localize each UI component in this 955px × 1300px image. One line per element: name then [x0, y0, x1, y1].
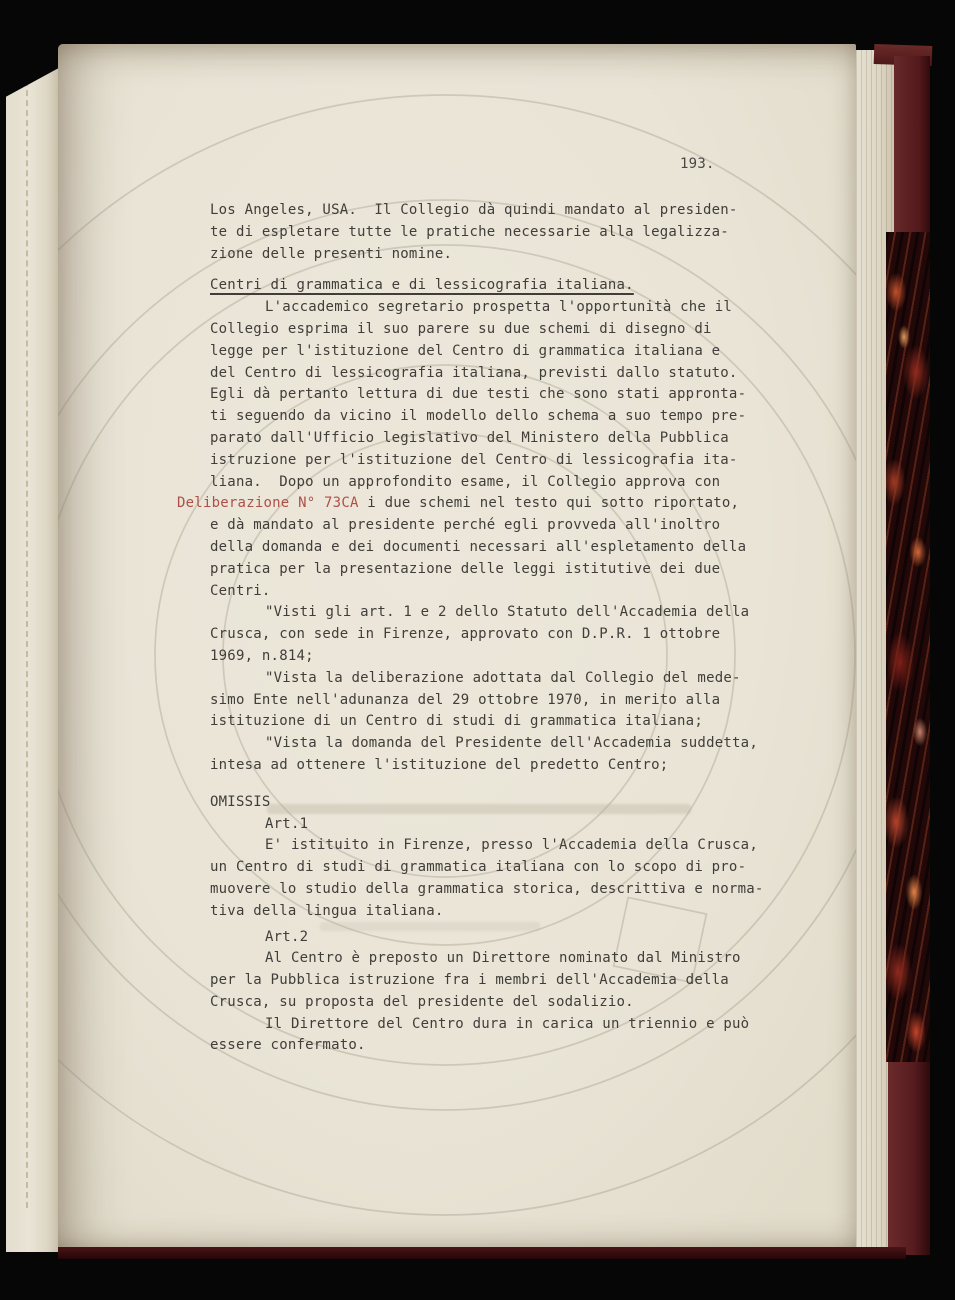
- text-line: [177, 493, 810, 515]
- text-line: essere confermato.: [210, 1037, 366, 1054]
- text-line: simo Ente nell'adunanza del 29 ottobre 1970, in merito alla: [210, 691, 721, 708]
- text-line: e dà mandato al presidente perché egli provveda all'inoltro: [210, 517, 721, 534]
- text-line: te di espletare tutte le pratiche necessarie alla legalizza-: [210, 223, 729, 240]
- text-line: istruzione per l'istituzione del Centro di lessicografia ita-: [210, 451, 738, 468]
- section-art1: [210, 814, 810, 923]
- text-line: Crusca, su proposta del presidente del sodalizio.: [210, 993, 634, 1010]
- text-line: "Visti gli art. 1 e 2 dello Statuto dell'Accademia della: [265, 604, 750, 621]
- text-line: della domanda e dei documenti necessari all'espletamento della: [210, 538, 747, 555]
- text-line: istituzione di un Centro di studi di grammatica italiana;: [210, 713, 703, 730]
- text-line: OMISSIS: [210, 793, 271, 810]
- text-line: Collegio esprima il suo parere su due schemi di disegno di: [210, 320, 712, 337]
- section-art2: [210, 927, 810, 1058]
- text-line: parato dall'Ufficio legislativo del Ministero della Pubblica: [210, 429, 729, 446]
- text-line: intesa ad ottenere l'istituzione del predetto Centro;: [210, 756, 669, 773]
- text-line: ti seguendo da vicino il modello dello schema a suo tempo pre-: [210, 408, 747, 425]
- cover-spine-strip-top: [894, 56, 930, 232]
- book-page: [58, 44, 856, 1247]
- text-line: Centri di grammatica e di lessicografia italiana.: [210, 277, 634, 294]
- cover-spine-strip-bottom: [888, 1062, 930, 1255]
- text-line: legge per l'istituzione del Centro di grammatica italiana e: [210, 342, 721, 359]
- facing-page-edge: [6, 30, 58, 1252]
- text-line: Art.1: [265, 815, 309, 832]
- page-number: 193.: [680, 156, 715, 172]
- text-line: L'accademico segretario prospetta l'opportunità che il: [265, 299, 733, 316]
- text-line: Centri.: [210, 582, 271, 599]
- section-omissis: [210, 792, 810, 814]
- section-heading: [210, 275, 810, 297]
- text-line: E' istituito in Firenze, presso l'Accademia della Crusca,: [265, 837, 758, 854]
- text-line: Crusca, con sede in Firenze, approvato con D.P.R. 1 ottobre: [210, 626, 721, 643]
- text-line: Art.2: [265, 928, 309, 945]
- section-para2: [177, 297, 810, 602]
- deliberation-number: Deliberazione N° 73CA: [177, 495, 359, 512]
- text-line: un Centro di studi di grammatica italiana con lo scopo di pro-: [210, 859, 747, 876]
- text-line: Al Centro è preposto un Direttore nominato dal Ministro: [265, 950, 741, 967]
- marbled-endpaper: [886, 232, 930, 1062]
- text-line: per la Pubblica istruzione fra i membri dell'Accademia della: [210, 972, 729, 989]
- section-para1: [210, 200, 810, 265]
- text-line: Il Direttore del Centro dura in carica un triennio e può: [265, 1015, 750, 1032]
- section-quote: [210, 602, 810, 776]
- text-line: Egli dà pertanto lettura di due testi che sono stati appronta-: [210, 386, 747, 403]
- text-line: "Vista la domanda del Presidente dell'Accademia suddetta,: [265, 735, 758, 752]
- text-line: tiva della lingua italiana.: [210, 902, 444, 919]
- text-line: zione delle presenti nomine.: [210, 245, 453, 262]
- text-line: muovere lo studio della grammatica storica, descrittiva e norma-: [210, 880, 764, 897]
- text-line: del Centro di lessicografia italiana, previsti dallo statuto.: [210, 364, 738, 381]
- text-run: i due schemi nel testo qui sotto riportato,: [358, 495, 740, 512]
- cover-bottom-edge: [58, 1247, 906, 1259]
- typewritten-text: [177, 200, 810, 1057]
- text-line: pratica per la presentazione delle leggi istitutive dei due: [210, 560, 721, 577]
- text-line: Los Angeles, USA. Il Collegio dà quindi mandato al presiden-: [210, 202, 738, 218]
- text-line: liana. Dopo un approfondito esame, il Collegio approva con: [210, 473, 721, 490]
- text-line: 1969, n.814;: [210, 647, 314, 664]
- text-line: "Vista la deliberazione adottata dal Collegio del mede-: [265, 669, 741, 686]
- binding-stitch-line: [26, 30, 28, 1208]
